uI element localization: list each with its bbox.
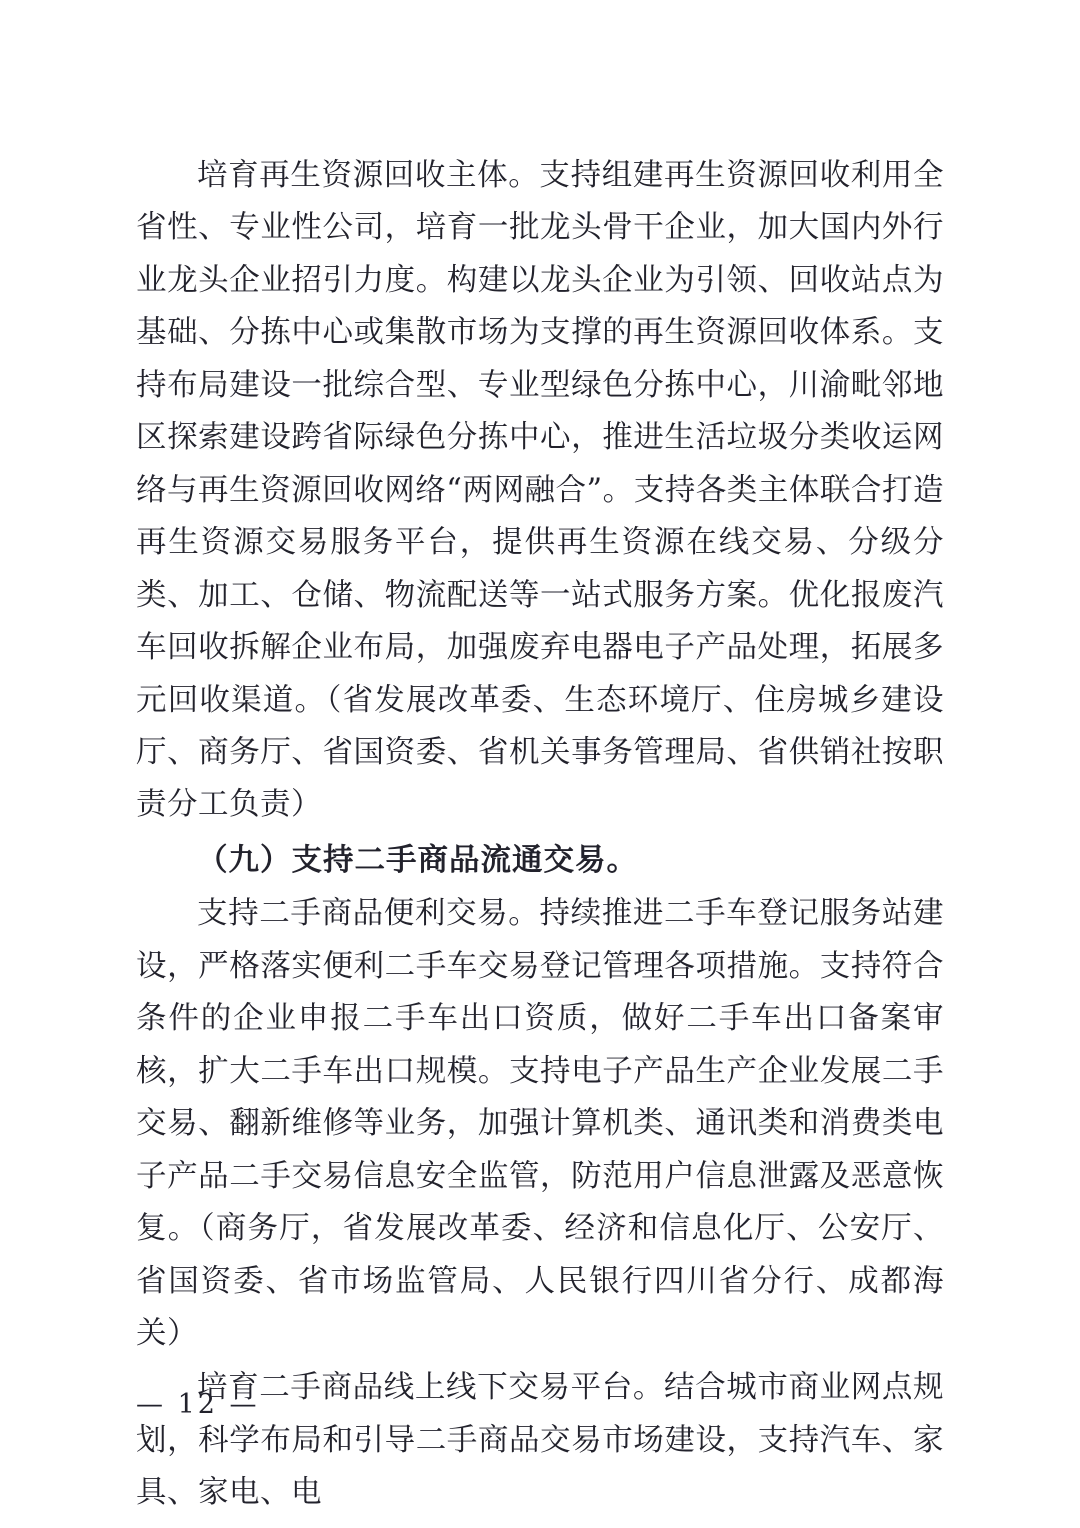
paragraph-secondhand-platforms: 培育二手商品线上线下交易平台。结合城市商业网点规划，科学布局和引导二手商品交易市场建设，支持汽车、家具、家电、电 <box>136 1370 944 1511</box>
document-body <box>136 150 944 1520</box>
page-number: — 12 — <box>136 1389 260 1420</box>
paragraph-secondhand-convenient-trade: 支持二手商品便利交易。持续推进二手车登记服务站建设，严格落实便利二手车交易登记管理各项措施。支持符合条件的企业申报二手车出口资质，做好二手车出口备案审核，扩大二手车出口规模。支持电子产品生产企业发展二手交易、翻新维修等业务，加强计算机类、通讯类和消费类电子产品二手交易信息安全监管，防范用户信息泄露及恶意恢复。（商务厅，省发展改革委、经济和信息化厅、公安厅、省国资委、省市场监管局、人民银行四川省分行、成都海关） <box>136 896 944 1351</box>
section-heading-nine: （九）支持二手商品流通交易。 <box>197 841 638 878</box>
paragraph-recycling-entities: 培育再生资源回收主体。支持组建再生资源回收利用全省性、专业性公司，培育一批龙头骨干企业，加大国内外行业龙头企业招引力度。构建以龙头企业为引领、回收站点为基础、分拣中心或集散市场为支撑的再生资源回收体系。支持布局建设一批综合型、专业型绿色分拣中心，川渝毗邻地区探索建设跨省际绿色分拣中心，推进生活垃圾分类收运网络与再生资源回收网络“两网融合”。支持各类主体联合打造再生资源交易服务平台，提供再生资源在线交易、分级分类、加工、仓储、物流配送等一站式服务方案。优化报废汽车回收拆解企业布局，加强废弃电器电子产品处理，拓展多元回收渠道。（省发展改革委、生态环境厅、住房城乡建设厅、商务厅、省国资委、省机关事务管理局、省供销社按职责分工负责） <box>136 158 944 823</box>
